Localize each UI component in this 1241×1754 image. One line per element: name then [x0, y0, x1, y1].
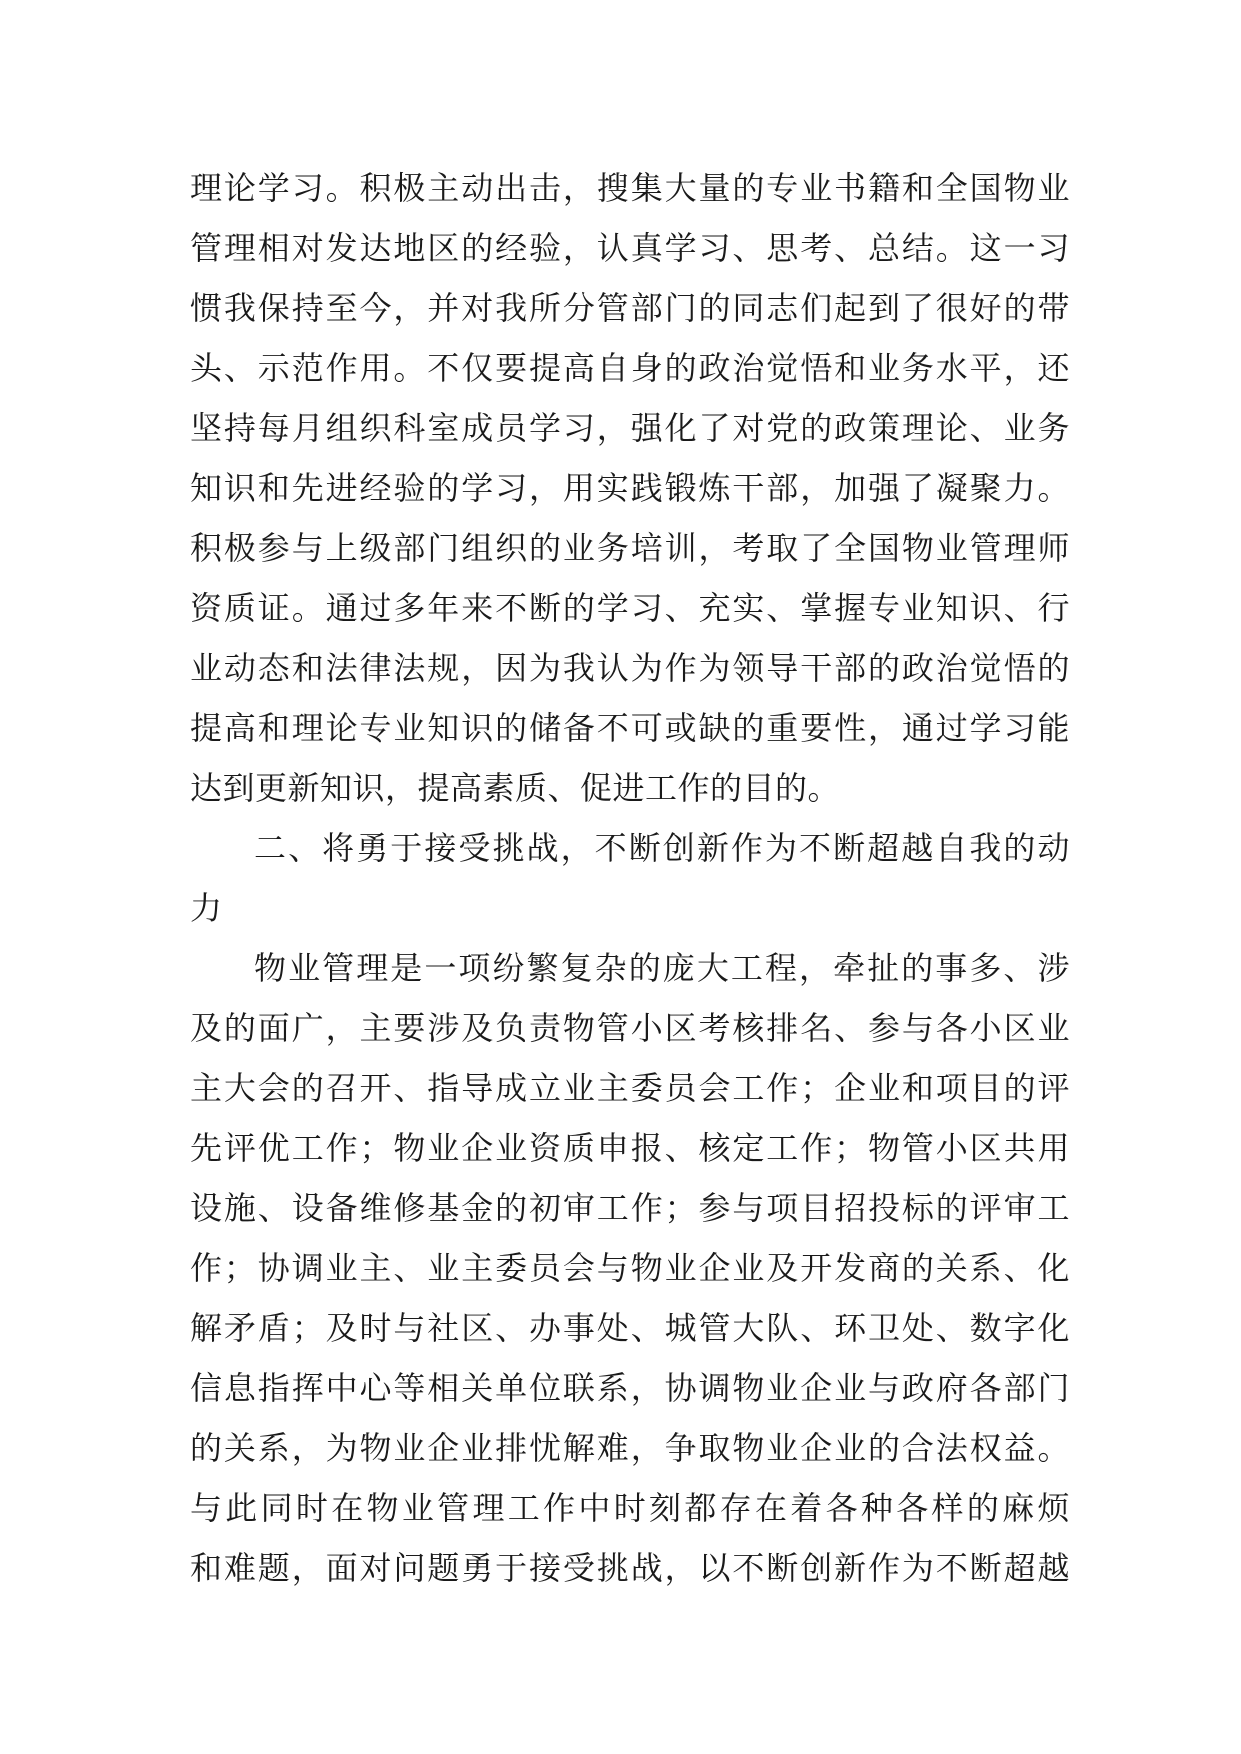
text-line: 和难题，面对问题勇于接受挑战，以不断创新作为不断超越 [190, 1549, 1070, 1587]
text-line: 提高和理论专业知识的储备不可或缺的重要性，通过学习能 [190, 709, 1070, 747]
text-line: 作；协调业主、业主委员会与物业企业及开发商的关系、化 [190, 1249, 1070, 1287]
body-text [190, 158, 1070, 1598]
text-line: 资质证。通过多年来不断的学习、充实、掌握专业知识、行 [190, 589, 1070, 627]
text-line: 解矛盾；及时与社区、办事处、城管大队、环卫处、数字化 [190, 1309, 1070, 1347]
text-line: 与此同时在物业管理工作中时刻都存在着各种各样的麻烦 [190, 1489, 1070, 1527]
text-line: 的关系，为物业企业排忧解难，争取物业企业的合法权益。 [190, 1429, 1070, 1467]
text-line: 头、示范作用。不仅要提高自身的政治觉悟和业务水平，还 [190, 349, 1070, 387]
text-line: 管理相对发达地区的经验，认真学习、思考、总结。这一习 [190, 229, 1070, 267]
text-line: 坚持每月组织科室成员学习，强化了对党的政策理论、业务 [190, 409, 1070, 447]
text-line: 主大会的召开、指导成立业主委员会工作；企业和项目的评 [190, 1069, 1070, 1107]
text-line: 积极参与上级部门组织的业务培训，考取了全国物业管理师 [190, 529, 1070, 567]
text-line: 业动态和法律法规，因为我认为作为领导干部的政治觉悟的 [190, 649, 1070, 687]
text-line: 达到更新知识，提高素质、促进工作的目的。 [190, 769, 841, 807]
section-heading: 二、将勇于接受挑战，不断创新作为不断超越自我的动 [254, 829, 1070, 867]
text-line: 理论学习。积极主动出击，搜集大量的专业书籍和全国物业 [190, 169, 1070, 207]
text-line: 知识和先进经验的学习，用实践锻炼干部，加强了凝聚力。 [190, 469, 1070, 507]
text-line: 信息指挥中心等相关单位联系，协调物业企业与政府各部门 [190, 1369, 1070, 1407]
text-line: 先评优工作；物业企业资质申报、核定工作；物管小区共用 [190, 1129, 1070, 1167]
text-line: 设施、设备维修基金的初审工作；参与项目招投标的评审工 [190, 1189, 1070, 1227]
section-heading-continued: 力 [190, 889, 223, 927]
text-line: 及的面广，主要涉及负责物管小区考核排名、参与各小区业 [190, 1009, 1070, 1047]
text-line: 惯我保持至今，并对我所分管部门的同志们起到了很好的带 [190, 289, 1070, 327]
text-line: 物业管理是一项纷繁复杂的庞大工程，牵扯的事多、涉 [254, 949, 1070, 987]
